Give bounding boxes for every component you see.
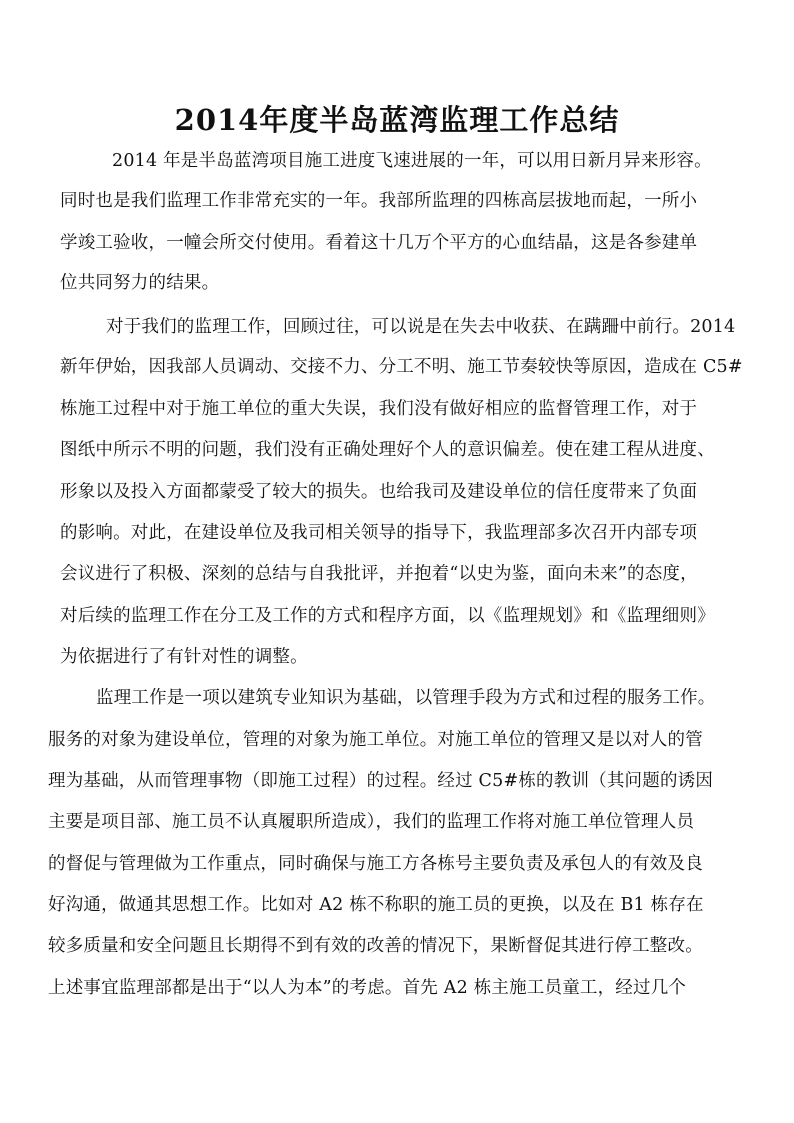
paragraph-3-line-5: 的督促与管理做为工作重点，同时确保与施工方各栋号主要负责及承包人的有效及良 [48, 854, 703, 874]
paragraph-3-line-8: 上述事宜监理部都是出于“以人为本”的考虑。首先 A2 栋主施工员童工，经过几个 [48, 978, 687, 998]
paragraph-1-line-4: 位共同努力的结果。 [60, 273, 220, 293]
paragraph-2-line-3: 栋施工过程中对于施工单位的重大失误，我们没有做好相应的监督管理工作，对于 [60, 399, 698, 419]
paragraph-2-line-7: 会议进行了积极、深刻的总结与自我批评，并抱着“以史为鉴，面向未来”的态度， [60, 564, 698, 584]
paragraph-3-line-3: 理为基础，从而管理事物（即施工过程）的过程。经过 C5#栋的教训（其问题的诱因 [48, 771, 714, 791]
paragraph-3-line-4: 主要是项目部、施工员不认真履职所造成），我们的监理工作将对施工单位管理人员 [48, 812, 695, 832]
paragraph-2-line-5: 形象以及投入方面都蒙受了较大的损失。也给我司及建设单位的信任度带来了负面 [60, 482, 698, 502]
paragraph-2-line-6: 的影响。对此，在建设单位及我司相关领导的指导下，我监理部多次召开内部专项 [60, 523, 698, 543]
paragraph-2-line-1: 对于我们的监理工作，回顾过往，可以说是在失去中收获、在蹒跚中前行。2014 [106, 317, 736, 337]
paragraph-1-line-1: 2014 年是半岛蓝湾项目施工进度飞速进展的一年，可以用日新月异来形容。 [112, 151, 712, 171]
paragraph-3-line-7: 较多质量和安全问题且长期得不到有效的改善的情况下，果断督促其进行停工整改。 [48, 936, 703, 956]
paragraph-2-line-2: 新年伊始，因我部人员调动、交接不力、分工不明、施工节奏较快等原因，造成在 C5# [60, 357, 743, 377]
paragraph-2-line-9: 为依据进行了有针对性的调整。 [60, 647, 308, 667]
paragraph-2-line-8: 对后续的监理工作在分工及工作的方式和程序方面，以《监理规划》和《监理细则》 [60, 606, 715, 626]
paragraph-1-line-2: 同时也是我们监理工作非常充实的一年。我部所监理的四栋高层拔地而起，一所小 [60, 191, 698, 211]
paragraph-3-line-2: 服务的对象为建设单位，管理的对象为施工单位。对施工单位的管理又是以对人的管 [48, 730, 703, 750]
document-title: 2014年度半岛蓝湾监理工作总结 [174, 103, 620, 137]
paragraph-2-line-4: 图纸中所示不明的问题，我们没有正确处理好个人的意识偏差。使在建工程从进度、 [60, 440, 715, 460]
paragraph-1-line-3: 学竣工验收，一幢会所交付使用。看着这十几万个平方的心血结晶，这是各参建单 [60, 233, 698, 253]
paragraph-3-line-1: 监理工作是一项以建筑专业知识为基础，以管理手段为方式和过程的服务工作。 [96, 688, 716, 708]
paragraph-3-line-6: 好沟通，做通其思想工作。比如对 A2 栋不称职的施工员的更换，以及在 B1 栋存在 [48, 895, 704, 915]
